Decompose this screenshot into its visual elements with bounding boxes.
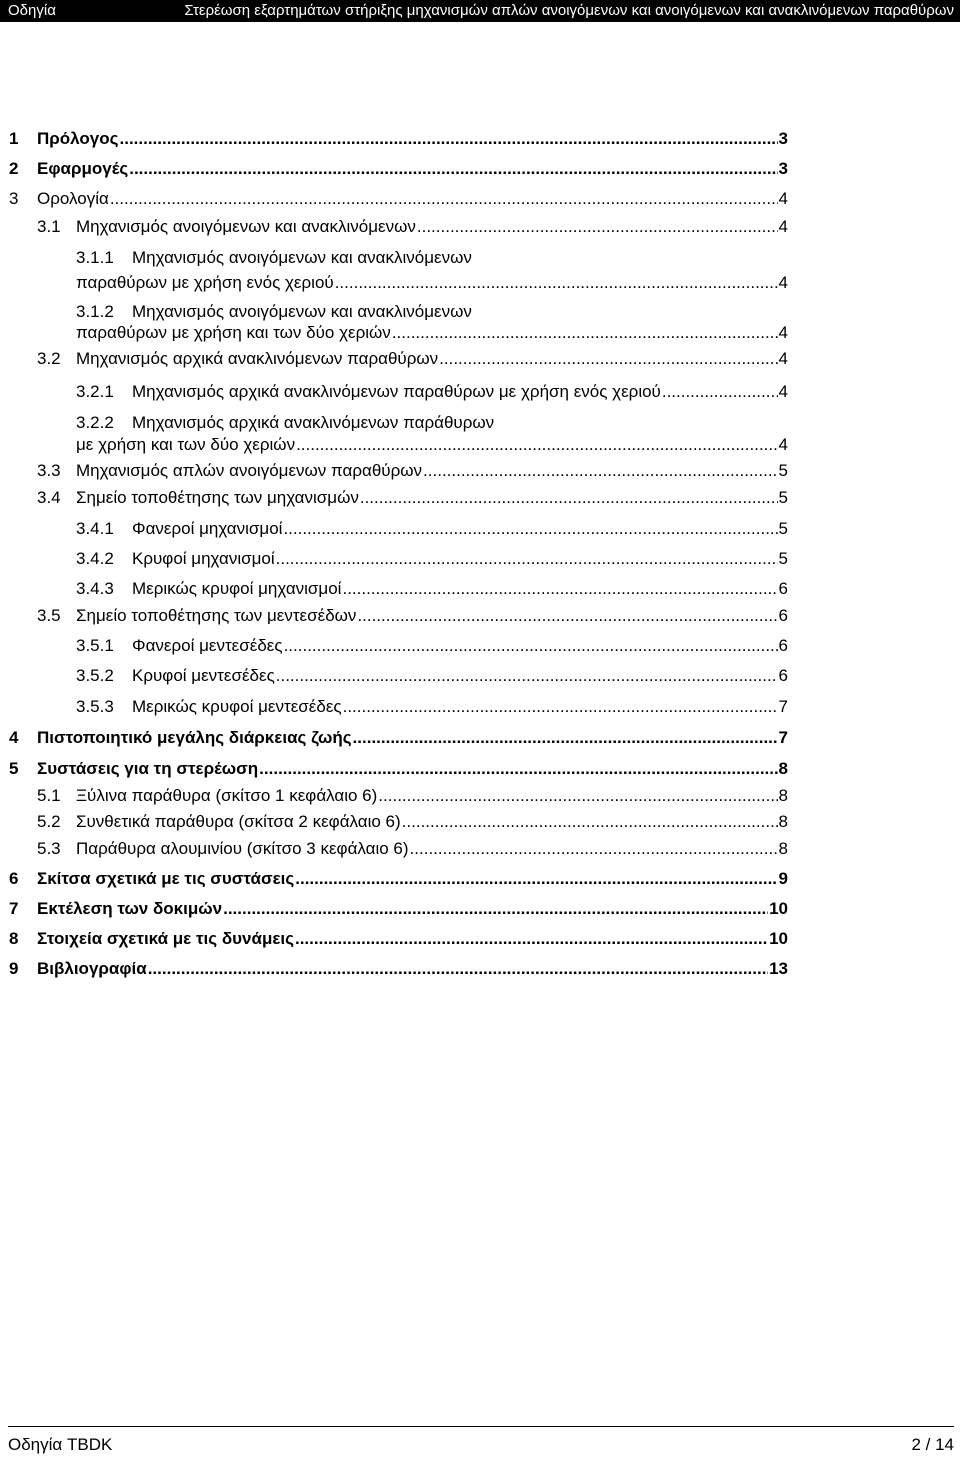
toc-dot-leader — [335, 271, 778, 295]
toc-number: 6 — [9, 869, 19, 888]
toc-dot-leader — [402, 810, 778, 834]
toc-dot-leader — [662, 380, 778, 404]
toc-number: 3.1.2 — [76, 302, 114, 321]
toc-dot-leader — [439, 347, 777, 371]
toc-number: 3.2 — [37, 349, 61, 368]
toc-number: 5.1 — [37, 786, 61, 805]
toc-number: 9 — [9, 959, 19, 978]
toc-page-number: 3 — [778, 129, 788, 148]
toc-page-number: 4 — [778, 217, 788, 236]
toc-dot-leader — [296, 433, 777, 457]
toc-number: 3.4 — [37, 488, 61, 507]
toc-page-number: 6 — [778, 606, 788, 625]
toc-dot-leader — [295, 867, 777, 891]
toc-page-number: 8 — [778, 786, 788, 805]
toc-number: 5.3 — [37, 839, 61, 858]
toc-number: 7 — [9, 899, 19, 918]
toc-number: 5.2 — [37, 812, 61, 831]
toc-title: Σκίτσα σχετικά με τις συστάσεις — [37, 869, 295, 888]
toc-title: Συστάσεις για τη στερέωση — [37, 759, 259, 778]
toc-number: 3.4.1 — [76, 519, 114, 538]
toc-number: 3.2.2 — [76, 413, 114, 432]
toc-number: 3.5 — [37, 606, 61, 625]
toc-title: Μηχανισμός αρχικά ανακλινόμενων παραθύρων — [76, 349, 439, 368]
toc-title: Μερικώς κρυφοί μηχανισμοί — [132, 579, 342, 598]
toc-number: 3.2.1 — [76, 382, 114, 401]
toc-title: Μηχανισμός αρχικά ανακλινόμενων παραθύρων με χρήση ενός χεριού — [132, 382, 661, 401]
toc-title: Μερικώς κρυφοί μεντεσέδες — [132, 697, 342, 716]
toc-title: Κρυφοί μηχανισμοί — [132, 549, 275, 568]
toc-title: Φανεροί μηχανισμοί — [132, 519, 283, 538]
toc-title-continuation: με χρήση και των δύο χεριών — [76, 435, 296, 454]
toc-dot-leader — [295, 927, 768, 951]
toc-page-number: 4 — [778, 349, 788, 368]
toc-number: 3.1.1 — [76, 248, 114, 267]
toc-number: 3 — [9, 189, 19, 208]
toc-page-number: 7 — [778, 697, 788, 716]
toc-title: Κρυφοί μεντεσέδες — [132, 666, 275, 685]
toc-dot-leader — [120, 127, 778, 151]
toc-title: Μηχανισμός ανοιγόμενων και ανακλινόμενων — [132, 248, 472, 267]
toc-title: Βιβλιογραφία — [37, 959, 147, 978]
toc-title-continuation: παραθύρων με χρήση και των δύο χεριών — [76, 323, 391, 342]
toc-dot-leader — [392, 321, 778, 345]
toc-title: Μηχανισμός ανοιγόμενων και ανακλινόμενων — [132, 302, 472, 321]
toc-page-number: 4 — [778, 435, 788, 454]
toc-number: 3.1 — [37, 217, 61, 236]
toc-dot-leader — [223, 897, 768, 921]
toc-page-number: 5 — [778, 461, 788, 480]
toc-title: Ορολογία — [37, 189, 109, 208]
toc-page-number: 6 — [778, 666, 788, 685]
toc-dot-leader — [360, 486, 778, 510]
toc-dot-leader — [283, 517, 777, 541]
toc-page-number: 5 — [778, 488, 788, 507]
toc-number: 8 — [9, 929, 19, 948]
toc-dot-leader — [110, 187, 778, 211]
toc-title-continuation: παραθύρων με χρήση ενός χεριού — [76, 273, 334, 292]
toc-title: Πιστοποιητικό μεγάλης διάρκειας ζωής — [37, 728, 352, 747]
toc-dot-leader — [357, 604, 777, 628]
toc-number: 4 — [9, 728, 19, 747]
toc-dot-leader — [276, 547, 778, 571]
toc-page-number: 4 — [778, 382, 788, 401]
toc-page-number: 4 — [778, 189, 788, 208]
toc-title: Πρόλογος — [37, 129, 119, 148]
footer-document-name: Οδηγία TBDK — [8, 1435, 113, 1454]
toc-number: 3.3 — [37, 461, 61, 480]
toc-number: 3.4.2 — [76, 549, 114, 568]
footer-divider — [8, 1426, 954, 1427]
header-left-text: Οδηγία — [8, 2, 56, 19]
toc-title: Ξύλινα παράθυρα (σκίτσο 1 κεφάλαιο 6) — [76, 786, 378, 805]
toc-page-number: 13 — [769, 959, 788, 978]
toc-dot-leader — [410, 837, 778, 861]
toc-title: Φανεροί μεντεσέδες — [132, 636, 283, 655]
toc-dot-leader — [343, 695, 778, 719]
toc-page-number: 5 — [778, 519, 788, 538]
toc-number: 3.4.3 — [76, 579, 114, 598]
toc-title: Συνθετικά παράθυρα (σκίτσα 2 κεφάλαιο 6) — [76, 812, 401, 831]
toc-dot-leader — [148, 957, 768, 981]
toc-title: Στοιχεία σχετικά με τις δυνάμεις — [37, 929, 294, 948]
toc-page-number: 8 — [778, 812, 788, 831]
toc-title: Μηχανισμός απλών ανοιγόμενων παραθύρων — [76, 461, 423, 480]
header-right-text: Στερέωση εξαρτημάτων στήριξης μηχανισμών απλών ανοιγόμενων και ανοιγόμενων και ανακλινόμενων παραθύρων — [184, 2, 954, 19]
toc-page-number: 3 — [778, 159, 788, 178]
toc-number: 5 — [9, 759, 19, 778]
toc-title: Εφαρμογές — [37, 159, 129, 178]
toc-dot-leader — [353, 726, 778, 750]
toc-page-number: 4 — [778, 273, 788, 292]
toc-page-number: 9 — [778, 869, 788, 888]
toc-page-number: 8 — [778, 759, 788, 778]
toc-title: Παράθυρα αλουμινίου (σκίτσο 3 κεφάλαιο 6) — [76, 839, 409, 858]
toc-dot-leader — [284, 634, 778, 658]
toc-page-number: 8 — [778, 839, 788, 858]
toc-title: Σημείο τοποθέτησης των μεντεσέδων — [76, 606, 357, 625]
toc-dot-leader — [259, 757, 777, 781]
toc-number: 3.5.3 — [76, 697, 114, 716]
toc-page-number: 7 — [778, 728, 788, 747]
toc-page-number: 10 — [769, 899, 788, 918]
toc-dot-leader — [276, 664, 778, 688]
toc-dot-leader — [342, 577, 777, 601]
toc-dot-leader — [129, 157, 777, 181]
toc-page-number: 4 — [778, 323, 788, 342]
toc-number: 1 — [9, 129, 19, 148]
toc-dot-leader — [378, 784, 777, 808]
toc-number: 3.5.1 — [76, 636, 114, 655]
toc-title: Εκτέλεση των δοκιμών — [37, 899, 223, 918]
toc-title: Μηχανισμός ανοιγόμενων και ανακλινόμενων — [76, 217, 416, 236]
footer-page-number: 2 / 14 — [911, 1435, 954, 1454]
toc-number: 3.5.2 — [76, 666, 114, 685]
toc-number: 2 — [9, 159, 19, 178]
toc-dot-leader — [423, 459, 777, 483]
toc-dot-leader — [417, 215, 778, 239]
toc-page-number: 10 — [769, 929, 788, 948]
toc-page-number: 6 — [778, 636, 788, 655]
toc-title: Σημείο τοποθέτησης των μηχανισμών — [76, 488, 359, 507]
toc-page-number: 6 — [778, 579, 788, 598]
toc-title: Μηχανισμός αρχικά ανακλινόμενων παράθυρων — [132, 413, 495, 432]
toc-page-number: 5 — [778, 549, 788, 568]
